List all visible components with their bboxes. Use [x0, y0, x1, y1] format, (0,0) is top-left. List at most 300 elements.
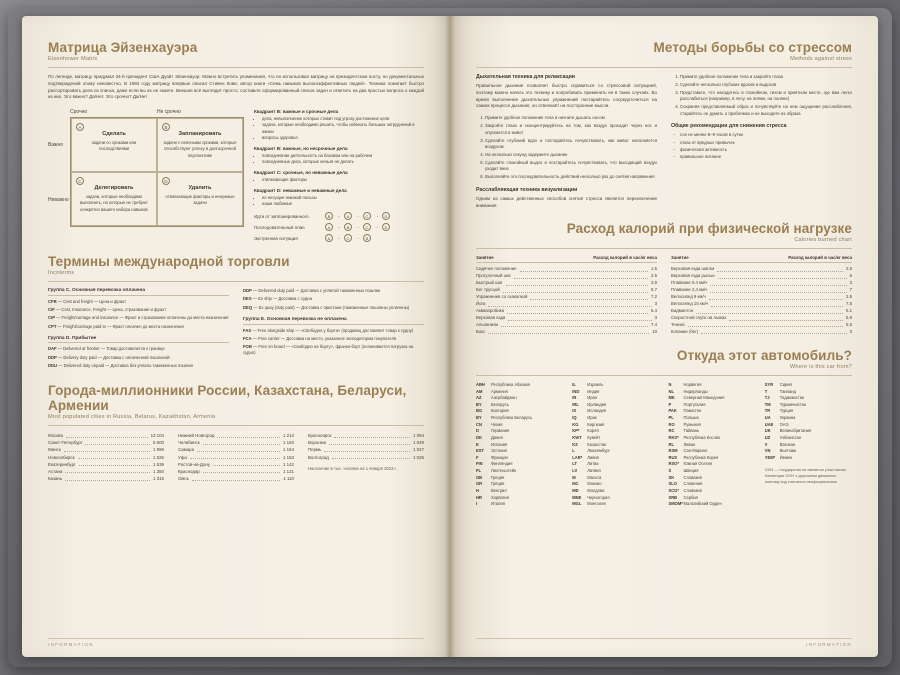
matrix-cell-d[interactable] — [157, 172, 243, 226]
country-name: Монголия — [587, 501, 606, 507]
table-row — [572, 461, 659, 468]
flow-node: C — [363, 212, 371, 220]
matrix-cell-d-desc: отвлекающие факторы и ненужные задачи — [165, 194, 235, 206]
matrix-row-headers — [48, 117, 70, 227]
table-row — [476, 280, 657, 287]
flow-node: B — [363, 234, 371, 242]
table-row — [476, 315, 657, 322]
table-row — [476, 501, 563, 508]
table-row — [572, 402, 659, 409]
quadrant-3 — [254, 188, 424, 207]
leader-dots — [520, 266, 649, 271]
table-row — [572, 408, 659, 415]
activity-value: 3.9 — [651, 280, 657, 286]
country-code: UAE — [764, 421, 774, 427]
leader-dots — [501, 322, 648, 327]
country-code: YEM* — [764, 454, 776, 460]
table-row — [572, 481, 659, 488]
activity-name: Копание (бег) — [671, 328, 699, 334]
table-row — [572, 455, 659, 462]
table-row — [178, 475, 294, 482]
list-item: 4. На несколько секунд задержите дыхание — [485, 152, 657, 158]
country-code: IRL — [572, 401, 579, 407]
city-name: Волгоград — [308, 454, 329, 460]
table-row — [572, 501, 659, 508]
city-name: Воронеж — [308, 440, 327, 446]
table-row — [476, 422, 563, 429]
country-name: Словения — [683, 481, 703, 487]
activity-name: Скоростной спуск на лыжах — [671, 315, 727, 321]
list-item: • дела, невыполнение которых ставит под угрозу достижение цели — [262, 116, 424, 122]
advice-steps — [671, 74, 852, 117]
table-row — [765, 408, 852, 415]
country-name: Ирак — [587, 415, 597, 421]
quadrant-1-list — [254, 153, 424, 165]
table-row — [669, 408, 756, 415]
country-code: F — [476, 454, 479, 460]
country-code: FL — [476, 468, 482, 474]
table-row — [476, 402, 563, 409]
country-code: MK — [668, 395, 675, 401]
activity-value: 7.5 — [846, 301, 852, 307]
country-name: Кувейт — [587, 434, 601, 440]
table-row — [765, 442, 852, 449]
table-row — [669, 475, 756, 482]
flow-1 — [254, 223, 424, 231]
table-row — [308, 432, 424, 439]
table-row — [671, 301, 852, 308]
table-row — [476, 322, 657, 329]
car-codes-col-3 — [669, 382, 756, 508]
table-row — [765, 402, 852, 409]
divider — [48, 281, 424, 282]
leader-dots — [718, 273, 847, 278]
country-name: Дания — [491, 434, 503, 440]
incoterms-item: CPT — Freight/carriage paid to — Фрахт оплачен до места назначения — [48, 323, 184, 329]
table-row — [669, 435, 756, 442]
car-codes-subtitle: Where is this car from? — [789, 363, 852, 370]
country-code: E — [476, 441, 479, 447]
country-name: Венгрия — [491, 487, 507, 493]
country-code: M — [572, 474, 576, 480]
arrow-icon: → — [355, 235, 360, 242]
table-row — [572, 448, 659, 455]
col-header-rate: Расход калорий в час/кг веса — [593, 255, 657, 261]
leader-dots — [78, 454, 150, 460]
quadrant-2 — [254, 170, 424, 183]
leader-dots — [710, 280, 846, 285]
table-row — [476, 294, 657, 301]
incoterms-item: CIF — Cost, Insurance, Freight — Цена, страхование и фрахт — [48, 306, 167, 312]
country-name: Хорватия — [491, 494, 509, 500]
country-code: ABH — [476, 381, 485, 387]
table-row — [765, 422, 852, 429]
country-name: Азербайджан — [491, 395, 517, 401]
country-code: UZ — [764, 434, 771, 440]
table-row — [669, 455, 756, 462]
city-name: Москва — [48, 433, 63, 439]
city-value: 1 142 — [283, 461, 294, 467]
country-code: KWT — [572, 434, 582, 440]
table-row — [669, 495, 756, 502]
table-row — [572, 495, 659, 502]
eisenhower-intro: По легенде, матрицу придумал 34-й президент США Дуайт Эйзенхауэр. Можно встретить упоминания, что он использовал матрицу на президентском посту, но документальных подтверждений этому неизвестно. В 1984 году матрицу впервые описал Стивен Кови, автор книги «Семь навыков высокоэффективных людей». Техника помогает быстро рассортировать дела из списка, даже если вы их не знаете. Внешне всё выглядит просто: составьте сформированный список задач и ответить на два простых вопроса о каждой из них. Это важно? Да/Нет. Это срочно? Да/Нет — [48, 74, 424, 100]
matrix-cell-a-title: Сделать — [102, 131, 126, 138]
country-code: MGL — [572, 501, 582, 507]
list-item: 1. Примите удобное положение тела и начните дышать носом — [485, 115, 657, 121]
table-row — [671, 294, 852, 301]
country-name: Беларусь — [491, 401, 509, 407]
quadrant-3-header: Квадрант D: неважные и неважные дела — [254, 187, 347, 193]
activity-value: 5.1 — [846, 308, 852, 314]
list-item: • не несущие никакой пользы — [262, 195, 424, 201]
city-value: 1 025 — [413, 454, 424, 460]
country-name: Люксембург — [587, 448, 610, 454]
country-name: Сирия — [779, 381, 792, 387]
table-row — [669, 428, 756, 435]
table-row — [476, 435, 563, 442]
table-row — [308, 454, 424, 461]
arrow-icon: → — [355, 213, 360, 220]
table-row — [572, 382, 659, 389]
country-name: Чехия — [491, 421, 503, 427]
city-name: Самара — [178, 447, 195, 453]
car-codes-note: CDN — государство не является участником Конвенции ООН о дорожном движении, поэтому код считается неофициальным — [764, 467, 846, 485]
table-row — [669, 501, 756, 508]
list-item: 3. Сделайте глубокий вдох и постарайтесь почувствовать, как живот наполняется воздухом — [485, 138, 657, 151]
incoterms-item: DDP — Delivered duty paid — Доставка с уплатой таможенных пошлин — [243, 288, 381, 294]
arrow-icon: → — [336, 235, 341, 242]
activity-value: 2.5 — [846, 294, 852, 300]
activity-name: Упражнения со скакалкой — [476, 294, 528, 300]
country-name: Сербия — [683, 494, 698, 500]
country-name: Польша — [683, 415, 699, 421]
flow-node: A — [344, 212, 352, 220]
table-row — [572, 468, 659, 475]
section-car-codes — [476, 348, 852, 508]
table-row — [765, 415, 852, 422]
table-row — [476, 408, 563, 415]
country-code: PL — [668, 415, 674, 421]
cities-note: Население в тыс. человек на 1 января 2023 г. — [308, 465, 397, 471]
table-row — [476, 448, 563, 455]
leader-dots — [64, 446, 150, 452]
quadrant-3-list — [254, 195, 424, 207]
table-row — [178, 468, 294, 475]
city-value: 1 049 — [413, 440, 424, 446]
table-row — [671, 315, 852, 322]
arrow-icon: → — [355, 224, 360, 231]
table-row — [669, 448, 756, 455]
footer-rule — [476, 638, 852, 639]
divider — [476, 67, 852, 68]
calories-col-1 — [476, 255, 657, 336]
activity-value: 10 — [652, 328, 657, 334]
table-row — [765, 382, 852, 389]
city-value: 1 027 — [413, 447, 424, 453]
activity-name: Бокс — [476, 328, 486, 334]
leader-dots — [334, 432, 410, 438]
breathing-intro: Правильное дыхание позволяет быстро справиться со стрессовой ситуацией, поэтому можно начать это технику и попробовать применить ее в таких случаях. Во время выполнения дыхательных упражнений постарайтесь сосредоточиться на самом процессе дыхания, он отвлекаёт на посторонние мысли. — [476, 83, 657, 109]
country-code: V — [764, 441, 768, 447]
country-code: IND — [572, 388, 580, 394]
activity-name: Верховая езда шагом — [671, 266, 715, 272]
country-code: IS — [572, 408, 577, 414]
col-header-activity: Занятие — [671, 255, 689, 261]
country-name: Монако — [587, 481, 602, 487]
table-row — [48, 461, 164, 468]
table-row — [178, 432, 294, 439]
country-name: Киргизия — [587, 421, 605, 427]
country-code: S — [668, 468, 672, 474]
leader-dots — [488, 329, 649, 334]
list-item: 2. Сделайте несколько глубоких вдохов и выдохов — [680, 82, 852, 88]
country-name: Греция — [491, 481, 505, 487]
matrix-row-important: Важно — [48, 141, 64, 148]
table-row — [669, 382, 756, 389]
arrow-icon: → — [336, 213, 341, 220]
col-header-activity: Занятие — [476, 255, 494, 261]
list-item: 4. Сохраняя представляемый образ и почувствуйте на нем ощущение расслабления, старайтесь не думать о проблемах и не выходите из образа — [680, 104, 852, 117]
country-code: IQ — [572, 415, 577, 421]
matrix-cell-c[interactable] — [71, 172, 157, 226]
table-row — [476, 481, 563, 488]
country-name: Португалия — [683, 401, 706, 407]
activity-name: Велосипед 15 км/ч — [671, 301, 709, 307]
table-row — [765, 448, 852, 455]
activity-name: Бадминтон — [671, 308, 694, 314]
matrix-cell-a[interactable] — [71, 118, 157, 172]
quadrant-1 — [254, 146, 424, 165]
list-item: • наши любимые — [262, 201, 424, 207]
city-name: Уфа — [178, 454, 187, 460]
country-name: ОАЭ — [779, 421, 789, 427]
divider — [48, 67, 424, 68]
leader-dots — [329, 439, 410, 445]
table-row — [765, 455, 852, 462]
table-row — [48, 432, 164, 439]
country-name: Греция — [491, 474, 505, 480]
table-row — [476, 301, 657, 308]
country-code: FIN — [476, 461, 483, 467]
country-code: KZ — [572, 441, 578, 447]
flow-node: C — [363, 223, 371, 231]
matrix-letter-b: B — [162, 123, 170, 131]
cities-col-2 — [178, 432, 294, 482]
country-name: Лихтенштейн — [491, 468, 517, 474]
country-code: TR — [764, 408, 771, 414]
table-row — [669, 481, 756, 488]
city-value: 1 164 — [283, 447, 294, 453]
incoterms-group-header: Группа С. Основная перевозка оплачена — [48, 288, 229, 296]
table-row — [669, 461, 756, 468]
breathing-steps — [476, 115, 657, 180]
car-codes-col-2 — [572, 382, 659, 508]
leader-dots — [710, 287, 846, 292]
country-name: Узбекистан — [779, 434, 802, 440]
activity-name: Сидячее положение — [476, 266, 517, 272]
activity-value: 7.4 — [651, 322, 657, 328]
country-code: KP* — [572, 428, 580, 434]
table-row — [48, 475, 164, 482]
leader-dots — [507, 308, 648, 313]
country-name: Мальта — [587, 474, 602, 480]
country-name: Турция — [779, 408, 794, 414]
table-row — [476, 475, 563, 482]
matrix-letter-d: D — [162, 177, 170, 185]
country-code: MD — [572, 487, 579, 493]
city-value: 1 315 — [153, 475, 164, 481]
country-code: RSO* — [668, 461, 679, 467]
table-row — [178, 446, 294, 453]
country-code: BY — [476, 401, 482, 407]
incoterms-item: DDP — Delivery duty paid — Доставка с оплаченной пошлиной — [48, 354, 170, 360]
country-name: Ливия — [587, 454, 599, 460]
activity-value: 3 — [654, 301, 657, 307]
stress-title: Методы борьбы со стрессом — [653, 40, 852, 55]
general-items — [671, 132, 852, 161]
country-code: BG — [476, 408, 483, 414]
pages-container — [22, 16, 878, 657]
leader-dots — [79, 461, 150, 467]
activity-name: Бег трусцой — [476, 287, 500, 293]
country-code: SMOM* — [668, 501, 683, 507]
activity-value: 2.5 — [846, 266, 852, 272]
country-code: P — [668, 401, 672, 407]
table-row — [476, 455, 563, 462]
country-name: Латвия — [587, 468, 601, 474]
country-name: Румыния — [683, 421, 701, 427]
matrix-grid-wrap — [48, 109, 244, 242]
country-code: RSM — [668, 448, 678, 454]
leader-dots — [508, 315, 651, 320]
incoterms-title: Термины международной торговли — [48, 254, 290, 270]
stress-col-1 — [476, 74, 657, 209]
col-header-rate: Расход калорий в час/кг веса — [788, 255, 852, 261]
country-code: DK — [476, 434, 482, 440]
city-name: Минск — [48, 447, 61, 453]
leader-dots — [711, 301, 843, 306]
table-row — [178, 439, 294, 446]
country-code: LV — [572, 468, 578, 474]
leader-dots — [203, 439, 280, 445]
activity-name: Верховая езда — [476, 315, 506, 321]
activity-name: Плавание 2,4 км/ч — [671, 287, 708, 293]
matrix-cell-a-desc: задачи со сроками или последствиями — [91, 140, 137, 152]
table-row — [178, 461, 294, 468]
incoterms-columns — [48, 288, 424, 371]
quadrant-0 — [254, 109, 424, 140]
city-name: Красноярск — [308, 433, 332, 439]
country-name: Йемен — [779, 454, 793, 460]
country-name: Литва — [587, 461, 599, 467]
table-row — [476, 488, 563, 495]
leader-dots — [514, 273, 648, 278]
city-name: Краснодар — [178, 468, 200, 474]
country-name: Индия — [587, 388, 600, 394]
country-code: RC — [668, 428, 675, 434]
flow-node: D — [382, 223, 390, 231]
calories-title: Расход калорий при физической нагрузке — [566, 221, 852, 237]
city-name: Астана — [48, 468, 63, 474]
relax-header: Расслабляющая техника визуализации — [476, 186, 578, 193]
incoterms-item: CFR — Cost and freight — Цена и фрахт — [48, 298, 127, 304]
cities-columns — [48, 432, 424, 482]
city-value: 1 153 — [283, 454, 294, 460]
quadrant-2-list — [254, 177, 424, 183]
country-name: Вьетнам — [779, 448, 796, 454]
country-name: Исландия — [587, 408, 607, 414]
stress-subtitle: Methods against stress — [790, 56, 852, 62]
table-row — [476, 389, 563, 396]
city-value: 1 213 — [283, 433, 294, 439]
table-row — [476, 382, 563, 389]
table-row — [765, 435, 852, 442]
leader-dots — [488, 301, 651, 306]
activity-value: 6.4 — [651, 308, 657, 314]
activity-value: 6 — [849, 273, 852, 279]
table-row — [671, 266, 852, 273]
calories-header-row — [671, 255, 852, 263]
leader-dots — [192, 475, 281, 481]
city-name: Санкт-Петербург — [48, 440, 83, 446]
table-row — [669, 415, 756, 422]
city-value: 1 094 — [413, 433, 424, 439]
section-calories — [476, 221, 852, 336]
table-row — [669, 422, 756, 429]
flow-node: A — [325, 234, 333, 242]
matrix-cell-b[interactable] — [157, 118, 243, 172]
divider — [476, 248, 852, 249]
activity-name: Прогулочный шаг — [476, 273, 512, 279]
country-name: Молдова — [587, 487, 605, 493]
flow-node: C — [344, 234, 352, 242]
calories-header-row — [476, 255, 657, 263]
table-row — [476, 329, 657, 336]
table-row — [765, 389, 852, 396]
activity-value: 7 — [849, 287, 852, 293]
table-row — [476, 495, 563, 502]
table-row — [572, 428, 659, 435]
leader-dots — [688, 322, 843, 327]
country-name: Республика Косово — [683, 434, 721, 440]
country-code: SCG* — [668, 487, 679, 493]
calories-subtitle: Calories burned chart — [794, 237, 852, 244]
country-code: LAR* — [572, 454, 583, 460]
activity-value: 5.5 — [846, 322, 852, 328]
car-codes-title: Откуда этот автомобиль? — [676, 347, 852, 363]
matrix-cell-c-title: Делегировать — [94, 185, 134, 192]
country-code: L — [572, 448, 575, 454]
city-value: 5 600 — [153, 440, 164, 446]
table-row — [572, 475, 659, 482]
country-code: HR — [476, 494, 482, 500]
leader-dots — [506, 280, 649, 285]
leader-dots — [503, 287, 648, 292]
country-code: LT — [572, 461, 577, 467]
leader-dots — [65, 468, 150, 474]
quadrant-2-header: Квадрант С: срочные, но неважные дела — [254, 169, 348, 175]
country-name: Сан-Марино — [683, 448, 708, 454]
quadrant-1-header: Квадрант В: важные, но несрочные дела — [254, 145, 348, 151]
car-codes-col-4 — [765, 382, 852, 508]
matrix-letter-c: C — [76, 177, 84, 185]
country-name: Болгария — [491, 408, 509, 414]
list-item: 2. Закройте глаза и сконцентрируйтесь на том, как воздух проходит через нос и опускается в живот — [485, 123, 657, 136]
table-row — [669, 468, 756, 475]
incoterms-item: FAS — Free alongside ship — «Свободно у борта» (продавец доставляет товар к судну) — [243, 327, 414, 333]
table-row — [48, 439, 164, 446]
